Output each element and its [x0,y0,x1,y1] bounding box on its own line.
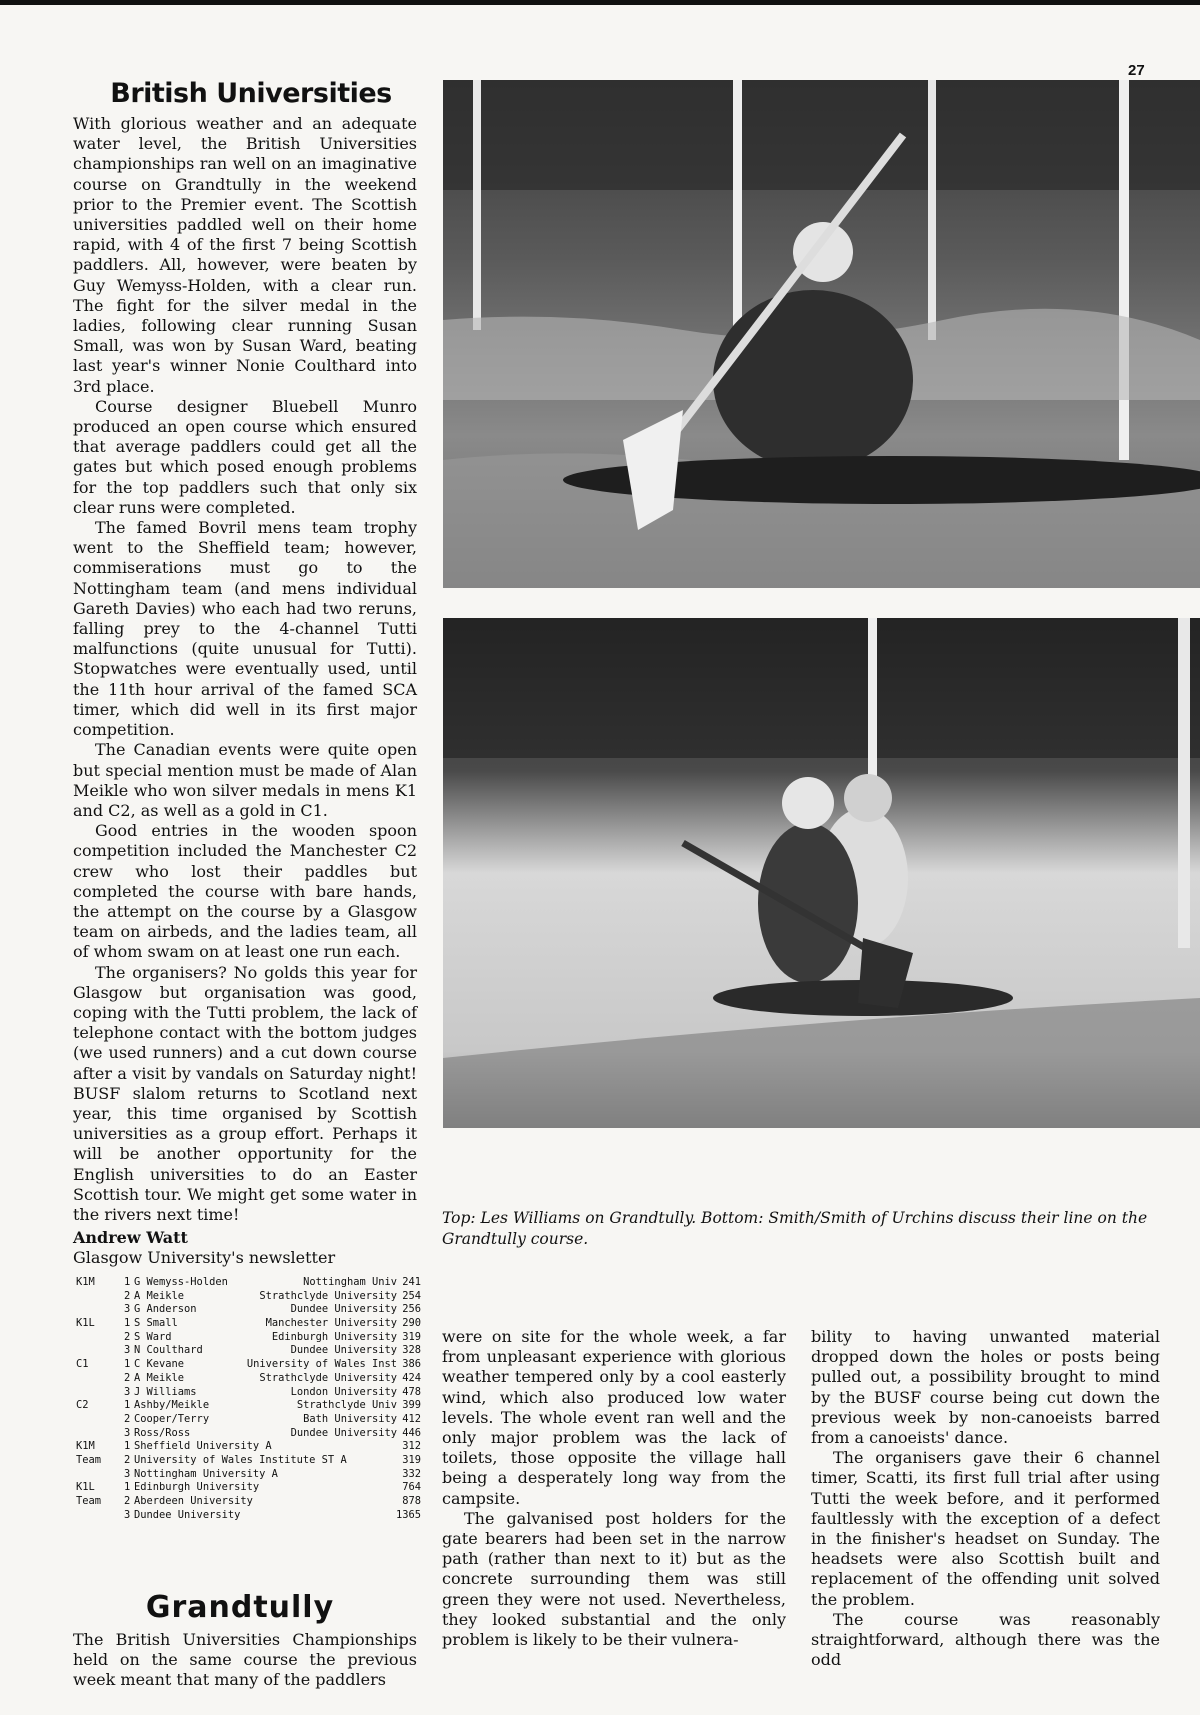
result-row [76,1468,421,1482]
result-class: K1L [76,1317,95,1330]
result-position: 1 [124,1481,131,1494]
result-name: Ashby/Meikle [134,1399,210,1412]
result-name: A Meikle [134,1289,185,1302]
result-university: Strathclyde University [259,1289,397,1302]
result-name: C Kevane [134,1358,185,1371]
result-time: 412 [402,1412,421,1425]
result-row [76,1427,421,1441]
result-university: University of Wales Inst [246,1358,397,1371]
article-paragraph: With glorious weather and an adequate water level, the British Universities championships ran well on an imaginative course on Grandtully in the weekend prior to the Premier event. The Scottish universities paddled well on their home rapid, with 4 of the first 7 being Scottish paddlers. All, however, were beaten by Guy Wemyss-Holden, with a clear run. The fight for the silver medal in the ladies, following clear running Susan Small, was won by Susan Ward, beating last year's winner Nonie Coulthard into 3rd place. [73,114,417,396]
article-paragraph: were on site for the whole week, a far from unpleasant experience with glorious weather tempered only by a cool easterly wind, which also produced low water levels. The whole event ran well and the only major problem was the lack of toilets, those opposite the village hall being a desperately long way from the campsite. [442,1327,786,1508]
result-row [76,1454,421,1468]
result-position: 2 [124,1412,131,1425]
article-grandtully-start [73,1630,417,1691]
result-university: Manchester University [265,1317,397,1330]
result-name: J Williams [134,1385,197,1398]
result-position: 3 [124,1426,131,1439]
heading-british-universities: British Universities [110,78,392,109]
article-paragraph: The course was reasonably straightforward, although there was the odd [811,1609,1160,1670]
result-time: 256 [402,1303,421,1316]
results-table [76,1276,421,1522]
result-time: 332 [402,1467,421,1480]
result-row [76,1290,421,1304]
result-university: London University [290,1385,397,1398]
article-paragraph: The Canadian events were quite open but special mention must be made of Alan Meikle who won silver medals in mens K1 and C2, as well as a gold in C1. [73,740,417,820]
result-time: 312 [402,1440,421,1453]
page-number: 27 [1128,62,1145,79]
result-class: K1L [76,1481,95,1494]
result-row [76,1331,421,1345]
result-position: 3 [124,1467,131,1480]
result-row [76,1440,421,1454]
result-time: 424 [402,1371,421,1384]
result-row [76,1276,421,1290]
result-name: Edinburgh University [134,1481,260,1494]
result-university: Nottingham Univ [303,1276,397,1288]
article-grandtully-col3 [811,1327,1160,1670]
photo-canoeists-bottom [443,618,1200,1128]
result-time: 478 [402,1385,421,1398]
author-name: Andrew Watt [73,1228,188,1247]
result-time: 254 [402,1289,421,1302]
canoe-photo-bottom-image [443,618,1200,1128]
result-time: 386 [402,1358,421,1371]
result-name: S Small [134,1317,178,1330]
article-paragraph: The organisers gave their 6 channel timer, Scatti, its first full trial after using Tutti the week before, and it performed faultlessly with the exception of a defect in the finisher's headset on Sunday. The headsets were also Scottish built and replacement of the offending unit solved the problem. [811,1448,1160,1609]
result-position: 2 [124,1289,131,1302]
result-name: Sheffield University A [134,1440,272,1453]
result-class: K1M [76,1440,95,1453]
result-time: 319 [402,1330,421,1343]
article-paragraph: bility to having unwanted material dropped down the holes or posts being pulled out, a possibility brought to mind by the BUSF course being cut down the previous week by non-canoeists barred from a canoeists' dance. [811,1327,1160,1448]
result-position: 2 [124,1453,131,1466]
result-row [76,1303,421,1317]
source-line: Glasgow University's newsletter [73,1248,336,1267]
article-british-universities [73,114,417,1225]
result-row [76,1399,421,1413]
result-position: 3 [124,1344,131,1357]
result-row [76,1509,421,1523]
result-row [76,1481,421,1495]
article-paragraph: The galvanised post holders for the gate bearers had been set in the narrow path (rather than next to it) but as the concrete surrounding them was still green they were not used. Nevertheless, they looked substantial and the only problem is likely to be their vulnera- [442,1508,786,1650]
result-row [76,1372,421,1386]
result-position: 2 [124,1330,131,1343]
article-paragraph: The British Universities Championships held on the same course the previous week meant that many of the paddlers [73,1630,417,1690]
result-position: 1 [124,1276,131,1288]
result-class: C2 [76,1399,89,1412]
result-university: Dundee University [290,1303,397,1316]
result-position: 2 [124,1495,131,1507]
result-name: Ross/Ross [134,1426,191,1439]
result-position: 1 [124,1399,131,1412]
result-name: Aberdeen University [134,1495,253,1507]
result-row [76,1495,421,1509]
result-row [76,1358,421,1372]
result-time: 1365 [395,1508,421,1521]
result-name: Cooper/Terry [134,1412,210,1425]
result-university: Edinburgh University [271,1330,397,1343]
result-time: 764 [402,1481,421,1494]
result-position: 1 [124,1358,131,1371]
article-paragraph: The famed Bovril mens team trophy went to the Sheffield team; however, commiserations must go to the Nottingham team (and mens individual Gareth Davies) who each had two reruns, falling prey to the 4-channel Tutti malfunctions (quite unusual for Tutti). Stopwatches were eventually used, until the 11th hour arrival of the famed SCA timer, which did well in its first major competition. [73,518,417,740]
result-position: 3 [124,1303,131,1316]
article-paragraph: Good entries in the wooden spoon competition included the Manchester C2 crew who lost their paddles but completed the course with bare hands, the attempt on the course by a Glasgow team on airbeds, and the ladies team, all of whom swam on at least one run each. [73,821,417,962]
result-time: 241 [402,1276,421,1288]
photo-caption: Top: Les Williams on Grandtully. Bottom: Smith/Smith of Urchins discuss their line on the Grandtully course. [442,1209,1148,1248]
result-class: K1M [76,1276,95,1288]
result-name: N Coulthard [134,1344,203,1357]
result-position: 3 [124,1385,131,1398]
result-position: 3 [124,1508,131,1521]
byline [73,1228,417,1268]
result-position: 1 [124,1317,131,1330]
result-position: 2 [124,1371,131,1384]
heading-grandtully: Grandtully [145,1590,335,1625]
result-university: Strathclyde Univ [296,1399,397,1412]
top-rule [0,0,1200,5]
result-class: C1 [76,1358,89,1371]
result-time: 319 [402,1453,421,1466]
article-paragraph: The organisers? No golds this year for Glasgow but organisation was good, coping with the Tutti problem, the lack of telephone contact with the bottom judges (we used runners) and a cut down course after a visit by vandals on Saturday night! BUSF slalom returns to Scotland next year, this time organised by Scottish universities as a group effort. Perhaps it will be another opportunity for the English universities to do an Easter Scottish tour. We might get some water in the rivers next time! [73,962,417,1224]
result-name: G Wemyss-Holden [134,1276,228,1288]
result-university: Dundee University [290,1344,397,1357]
result-time: 290 [402,1317,421,1330]
result-university: Dundee University [290,1426,397,1439]
result-university: Strathclyde University [259,1371,397,1384]
canoe-photo-top-image [443,80,1200,588]
result-row [76,1317,421,1331]
result-name: A Meikle [134,1371,185,1384]
result-row [76,1413,421,1427]
result-university: Bath University [303,1412,397,1425]
result-row [76,1386,421,1400]
result-class: Team [76,1453,102,1466]
result-row [76,1344,421,1358]
result-time: 399 [402,1399,421,1412]
result-time: 878 [402,1495,421,1507]
result-name: Dundee University [134,1508,241,1521]
result-time: 446 [402,1426,421,1439]
article-grandtully-col2 [442,1327,786,1650]
result-name: G Anderson [134,1303,197,1316]
result-time: 328 [402,1344,421,1357]
result-position: 1 [124,1440,131,1453]
result-class: Team [76,1495,102,1507]
photo-canoeist-top [443,80,1200,588]
result-name: Nottingham University A [134,1467,278,1480]
result-name: University of Wales Institute ST A [134,1453,347,1466]
result-name: S Ward [134,1330,172,1343]
article-paragraph: Course designer Bluebell Munro produced an open course which ensured that average paddlers could get all the gates but which posed enough problems for the top paddlers such that only six clear runs were completed. [73,396,417,517]
